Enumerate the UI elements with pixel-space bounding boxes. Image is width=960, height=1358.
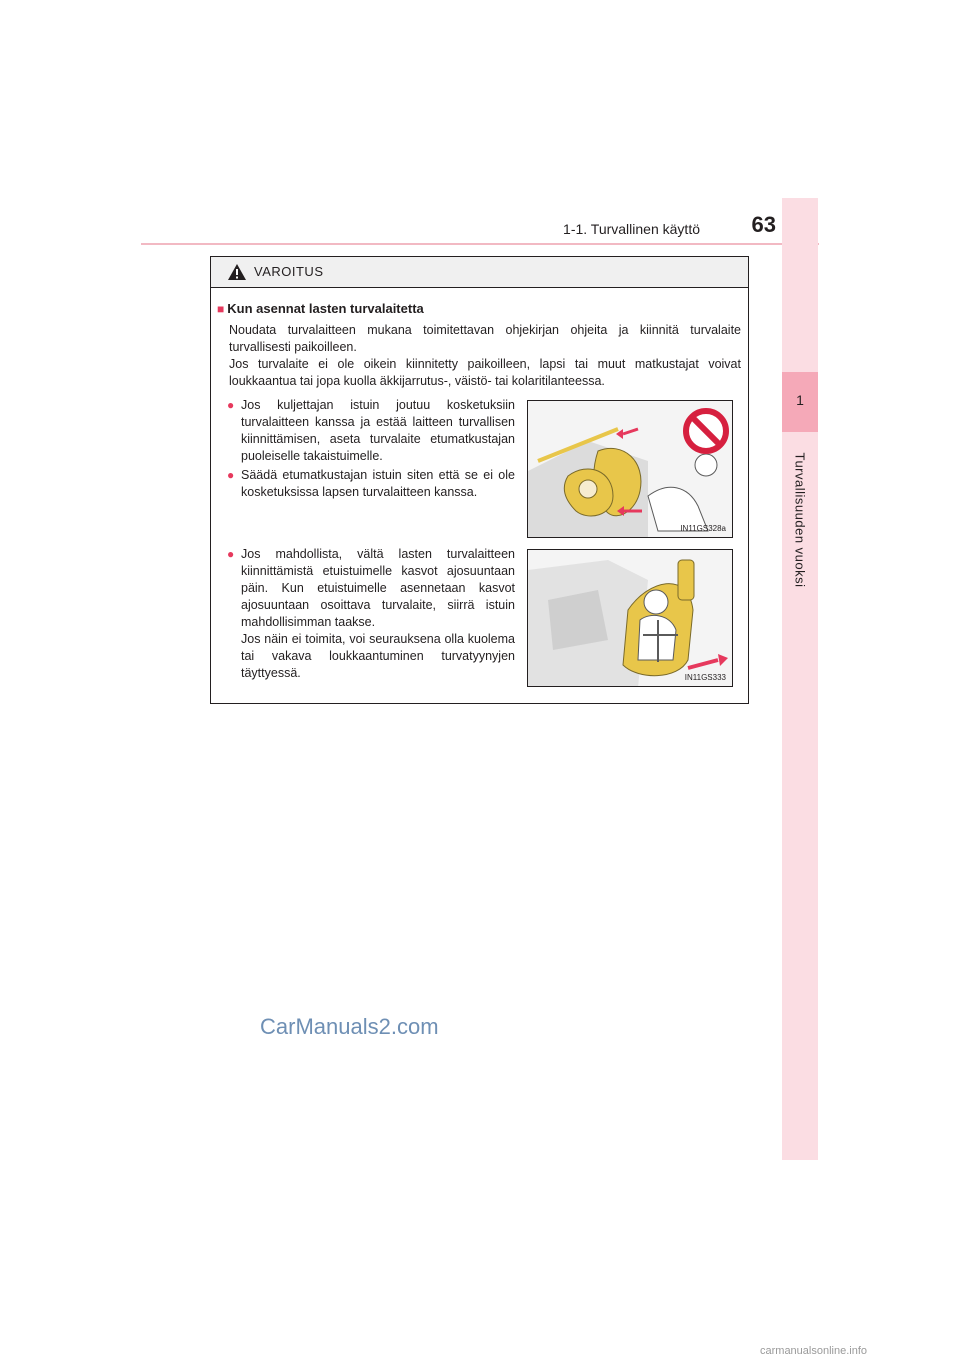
footer-watermark: carmanualsonline.info: [760, 1345, 868, 1357]
seat-contact-illustration: [528, 401, 733, 538]
round-bullet-icon: ●: [227, 398, 235, 412]
square-bullet-icon: ■: [217, 302, 225, 316]
warning-paragraph-1: Noudata turvalaitteen mukana toimitettavan ohjekirjan ohjeita ja kiinnitä turvalaite turvallisesti paikoilleen.: [229, 323, 741, 354]
warning-triangle-icon: [227, 263, 247, 281]
figure-front-seat: [527, 549, 733, 687]
warning-title: VAROITUS: [254, 264, 324, 279]
front-seat-illustration: [528, 550, 733, 687]
section-title: 1-1. Turvallinen käyttö: [563, 221, 700, 237]
warning-box: [210, 256, 749, 704]
figure-label: IN11GS328a: [680, 524, 726, 533]
round-bullet-icon: ●: [227, 547, 235, 561]
bullet-item: ● Jos mahdollista, vältä lasten turvalaitteen kiinnittämistä etuistuimelle kasvot ajosuuntaan päin. Kun etuistuimelle asennetaan kasvot ajosuuntaan osoittava turvalaite, siirrä istuin mahdollisimman taakse. Jos näin ei toimita, voi seurauksena olla kuolema tai vakava loukkaantuminen turvatyynyjen täyttyessä.: [227, 547, 515, 680]
header-rule: [141, 243, 819, 245]
bullet-item: ● Jos kuljettajan istuin joutuu kosketuksiin turvalaitteen kanssa ja estää laitteen turvallisen kiinnittämisen, aseta turvalaite etumatkustajan puoleiselle takaistuimelle.: [227, 398, 515, 463]
warning-subheading: ■ Kun asennat lasten turvalaitetta: [217, 301, 424, 316]
watermark-text: CarManuals2.com: [260, 1014, 439, 1039]
chapter-title: Turvallisuuden vuoksi: [792, 452, 808, 588]
round-bullet-icon: ●: [227, 468, 235, 482]
chapter-side-tab: [782, 198, 818, 1160]
figure-seat-contact: [527, 400, 733, 538]
warning-subsection: [217, 301, 741, 390]
page-number: 63: [751, 212, 776, 237]
chapter-number: 1: [796, 392, 804, 408]
figure-label: IN11GS333: [684, 673, 726, 682]
warning-header: [211, 257, 748, 288]
warning-paragraph-2: Jos turvalaite ei ole oikein kiinnitetty paikoilleen, lapsi tai muut matkustajat voivat loukkaantua tai jopa kuolla äkkijarrutus-, väistö- tai kolaritilanteessa.: [229, 357, 741, 388]
bullet-item: ● Säädä etumatkustajan istuin siten että se ei ole kosketuksissa lapsen turvalaitteen kanssa.: [227, 468, 515, 499]
